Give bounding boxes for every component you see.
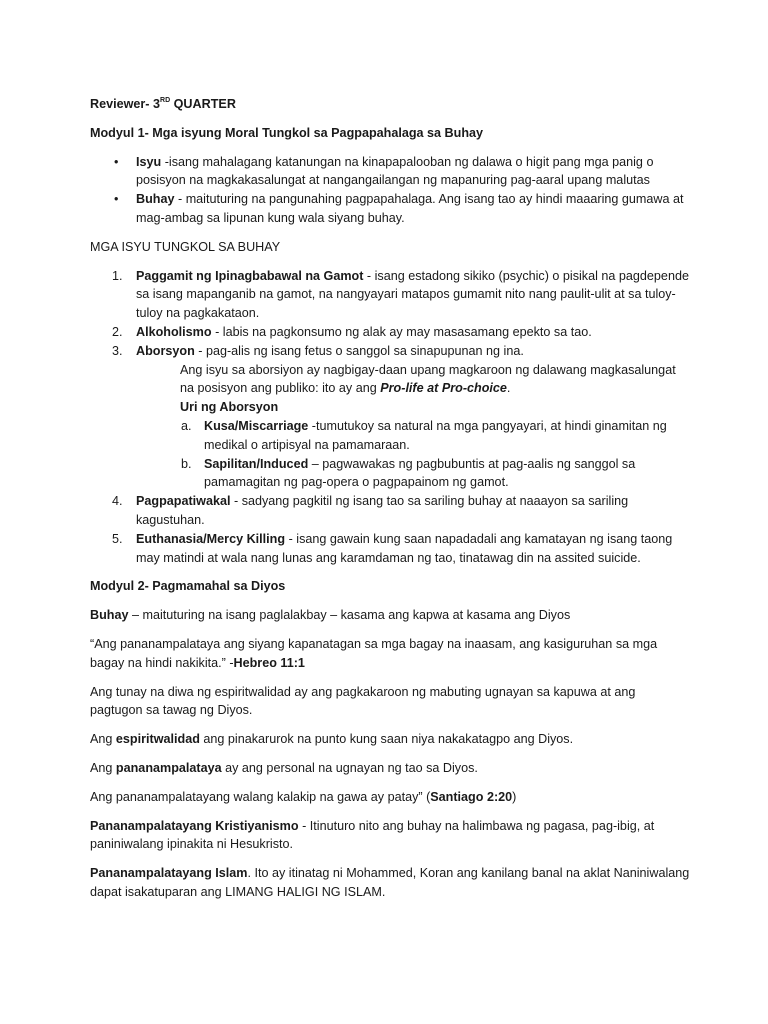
- definition-term: Buhay: [136, 192, 175, 207]
- document-page: [90, 92, 690, 912]
- pan-pre: Ang: [90, 760, 116, 775]
- abortion-types-list: [136, 417, 690, 492]
- abortion-desc-end: .: [506, 381, 511, 396]
- list-number: 1.: [112, 268, 123, 283]
- abortion-types-heading: [180, 398, 690, 417]
- module-1-heading: [90, 124, 690, 143]
- abortion-positions: Pro-life at Pro-choice: [380, 381, 507, 396]
- title-suffix: QUARTER: [170, 97, 236, 111]
- abortion-types-heading-text: Uri ng Aborsyon: [180, 400, 279, 415]
- kristiyanismo-term: Pananampalatayang Kristiyanismo: [90, 818, 299, 833]
- buhay-paragraph: [90, 606, 690, 625]
- issue-text: - isang estadong sikiko (psychic) o pisikal na pagdepende sa isang mapanganib na gamot, na nangyayari matapos gumamit nito nang paulit-ulit at sa tuloy-tuloy na pagkakataon.: [136, 268, 689, 321]
- abortion-desc-text: Ang isyu sa aborsiyon ay nagbigay-daan upang magkaroon ng dalawang magkasalungat na posisyon ang publiko: ito ay ang: [180, 362, 676, 396]
- definitions-list: [90, 153, 690, 228]
- document-title: [90, 92, 690, 114]
- module-2-heading-text: Modyul 2- Pagmamahal sa Diyos: [90, 579, 286, 594]
- abortion-type-text: -tumutukoy sa natural na mga pangyayari, at hindi ginamitan ng medikal o artipisyal na pamamaraan.: [204, 418, 667, 452]
- issue-text: - labis na pagkonsumo ng alak ay may masasamang epekto sa tao.: [211, 324, 592, 339]
- kristiyanismo-paragraph: [90, 817, 690, 855]
- abortion-description: [180, 361, 690, 399]
- pananampalataya-term: pananampalataya: [115, 760, 222, 775]
- issues-heading: MGA ISYU TUNGKOL SA BUHAY: [90, 239, 281, 254]
- spirituality-paragraph: Ang tunay na diwa ng espiritwalidad ay ang pagkakaroon ng mabuting ugnayan sa kapuwa at ang pagtugon sa tawag ng Diyos.: [90, 684, 636, 718]
- kristiyanismo-text: - Itinuturo nito ang buhay na halimbawa ng pagasa, pag-ibig, at paniniwalang ipinakita ni Hesukristo.: [90, 818, 655, 852]
- quote-paragraph: [90, 635, 690, 673]
- issue-item: [90, 492, 690, 530]
- list-number: 2.: [112, 324, 123, 339]
- abortion-type-item: [136, 455, 690, 493]
- issue-term: Aborsyon: [136, 343, 195, 358]
- bullet-icon: •: [114, 192, 119, 207]
- abortion-type-text: – pagwawakas ng pagbubuntis at pag-aalis ng sanggol sa pamamagitan ng pag-opera o pagpapainom ng gamot.: [204, 456, 636, 490]
- abortion-type-term: Kusa/Miscarriage: [204, 418, 309, 433]
- bullet-icon: •: [114, 154, 119, 169]
- issue-text: - sadyang pagkitil ng isang tao sa sariling buhay at naaayon sa sariling kagustuhan.: [136, 494, 629, 527]
- list-letter: b.: [181, 456, 192, 471]
- james-paragraph: [90, 788, 690, 807]
- title-superscript: RD: [160, 97, 171, 104]
- list-number: 5.: [112, 531, 123, 546]
- issue-item: [90, 267, 690, 323]
- espiritwalidad-term: espiritwalidad: [115, 732, 200, 747]
- buhay-text: – maituturing na isang paglalakbay – kasama ang kapwa at kasama ang Diyos: [128, 608, 571, 623]
- issue-item: [90, 530, 690, 568]
- buhay-term: Buhay: [90, 608, 129, 623]
- definition-text: -isang mahalagang katanungan na kinapapalooban ng dalawa o higit pang mga panig o posisyon na magkakasalungat at nangangailangan ng mapanuring pag-aaral upang malutas: [136, 154, 654, 188]
- abortion-type-term: Sapilitan/Induced: [204, 456, 309, 471]
- definition-term: Isyu: [136, 154, 162, 169]
- pan-post: ay ang personal na ugnayan ng tao sa Diyos.: [221, 760, 478, 775]
- list-number: 3.: [112, 343, 123, 358]
- definition-item: [90, 153, 690, 191]
- title-prefix: Reviewer- 3: [90, 97, 161, 111]
- issues-list: [90, 267, 690, 568]
- islam-paragraph: [90, 864, 690, 902]
- list-letter: a.: [181, 418, 192, 433]
- definition-item: [90, 190, 690, 228]
- islam-text: . Ito ay itinatag ni Mohammed, Koran ang kanilang banal na aklat Naniniwalang dapat isakatuparan ang LIMANG HALIGI NG ISLAM.: [90, 866, 690, 899]
- issue-item: [90, 342, 690, 492]
- issue-term: Pagpapatiwakal: [136, 494, 231, 509]
- espiritwalidad-paragraph: [90, 730, 690, 749]
- issue-item: [90, 323, 690, 342]
- james-close: ): [512, 789, 517, 804]
- issue-term: Euthanasia/Mercy Killing: [136, 531, 286, 546]
- issue-term: Alkoholismo: [136, 324, 212, 339]
- james-reference: Santiago 2:20: [430, 789, 513, 804]
- issue-text: - isang gawain kung saan napadadali ang kamatayan ng isang taong may matindi at wala nang lunas ang karamdaman ng tao, tinatawag din na assited suicide.: [136, 531, 673, 565]
- list-number: 4.: [112, 494, 123, 509]
- module-2-heading: [90, 577, 690, 596]
- issue-term: Paggamit ng Ipinagbabawal na Gamot: [136, 268, 364, 283]
- abortion-type-item: [136, 417, 690, 455]
- james-text: Ang pananampalatayang walang kalakip na gawa ay patay” (: [90, 789, 431, 804]
- module-1-heading-text: Modyul 1- Mga isyung Moral Tungkol sa Pagpapahalaga sa Buhay: [90, 125, 484, 140]
- esp-post: ang pinakarurok na punto kung saan niya nakakatagpo ang Diyos.: [199, 732, 574, 747]
- islam-term: Pananampalatayang Islam: [90, 866, 248, 881]
- abortion-details: [136, 361, 690, 417]
- quote-text: “Ang pananampalataya ang siyang kapanatagan sa mga bagay na inaasam, ang kasiguruhan sa mga bagay na hindi nakikita.” -: [90, 636, 658, 670]
- quote-reference: Hebreo 11:1: [233, 655, 305, 670]
- esp-pre: Ang: [90, 732, 116, 747]
- pananampalataya-paragraph: [90, 759, 690, 778]
- definition-text: - maituturing na pangunahing pagpapahalaga. Ang isang tao ay hindi maaaring gumawa at mag-ambag sa lipunan kung wala siyang buhay.: [136, 192, 684, 225]
- issue-text: - pag-alis ng isang fetus o sanggol sa sinapupunan ng ina.: [194, 343, 524, 358]
